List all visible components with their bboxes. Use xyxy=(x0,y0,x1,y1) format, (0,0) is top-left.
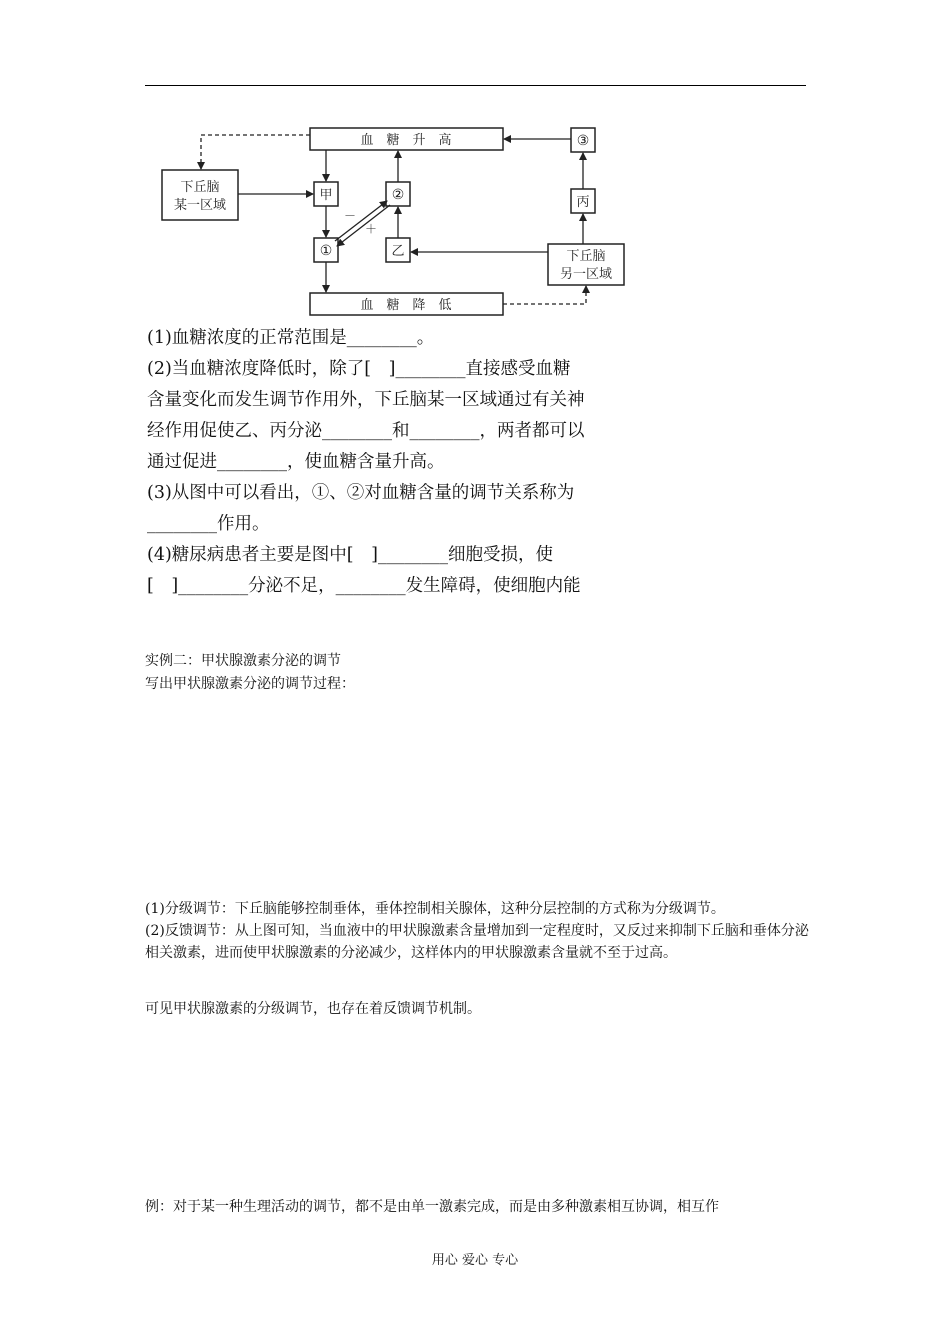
question-2-line-3: 经作用促使乙、丙分泌________和________，两者都可以 xyxy=(147,421,585,441)
question-2-line-2: 含量变化而发生调节作用外，下丘脑某一区域通过有关神 xyxy=(147,390,585,410)
cell-yi-label: 乙 xyxy=(391,244,405,259)
section-2-prompt: 写出甲状腺激素分泌的调节过程： xyxy=(145,676,355,692)
note-hierarchical-regulation: (1)分级调节：下丘脑能够控制垂体，垂体控制相关腺体，这种分层控制的方式称为分级调节。 xyxy=(145,901,725,917)
arrow-1-to-2 xyxy=(335,201,387,241)
glucose-rise-label: 血 糖 升 高 xyxy=(360,133,452,148)
cell-jia-label: 甲 xyxy=(319,188,333,203)
page-footer: 用心 爱心 专心 xyxy=(431,1253,519,1268)
section-2-title: 实例二：甲状腺激素分泌的调节 xyxy=(145,653,341,669)
example-text: 例：对于某一种生理活动的调节，都不是由单一激素完成，而是由多种激素相互协调，相互作 xyxy=(145,1199,719,1215)
question-3-line-2: ________作用。 xyxy=(147,514,270,534)
question-3-line-1: (3)从图中可以看出，①、②对血糖含量的调节关系称为 xyxy=(147,483,575,503)
hormone-2-label: ② xyxy=(391,187,405,203)
hypothalamus-region-b-line2: 另一区域 xyxy=(559,267,613,282)
dashed-fall-to-hypothalamus-b xyxy=(503,286,586,304)
note-conclusion: 可见甲状腺激素的分级调节，也存在着反馈调节机制。 xyxy=(145,1001,481,1017)
blood-glucose-diagram xyxy=(145,112,635,326)
hypothalamus-region-a-line1: 下丘脑 xyxy=(180,180,220,195)
question-2-line-1: (2)当血糖浓度降低时，除了[ ]________直接感受血糖 xyxy=(147,359,571,379)
inhibition-sign: － xyxy=(343,209,357,223)
question-2-line-4: 通过促进________，使血糖含量升高。 xyxy=(147,452,445,472)
hormone-1-label: ① xyxy=(319,243,333,259)
question-4-line-2: [ ]________分泌不足，________发生障碍，使细胞内能 xyxy=(147,576,581,596)
promotion-sign: ＋ xyxy=(364,222,378,236)
cell-bing-label: 丙 xyxy=(576,195,590,210)
note-feedback-regulation: (2)反馈调节：从上图可知，当血液中的甲状腺激素含量增加到一定程度时，又反过来抑制下丘脑和垂体分泌相关激素，进而使甲状腺激素的分泌减少，这样体内的甲状腺激素含量就不至于过高。 xyxy=(145,923,809,961)
question-4-line-1: (4)糖尿病患者主要是图中[ ]________细胞受损，使 xyxy=(147,545,553,565)
glucose-fall-label: 血 糖 降 低 xyxy=(360,298,452,313)
header-rule xyxy=(145,85,806,86)
hypothalamus-region-a-line2: 某一区域 xyxy=(173,198,227,213)
question-1: (1)血糖浓度的正常范围是________。 xyxy=(147,328,435,348)
hormone-3-label: ③ xyxy=(576,133,590,149)
dashed-rise-to-hypothalamus-a xyxy=(201,135,310,169)
hypothalamus-region-b-line1: 下丘脑 xyxy=(566,249,606,264)
